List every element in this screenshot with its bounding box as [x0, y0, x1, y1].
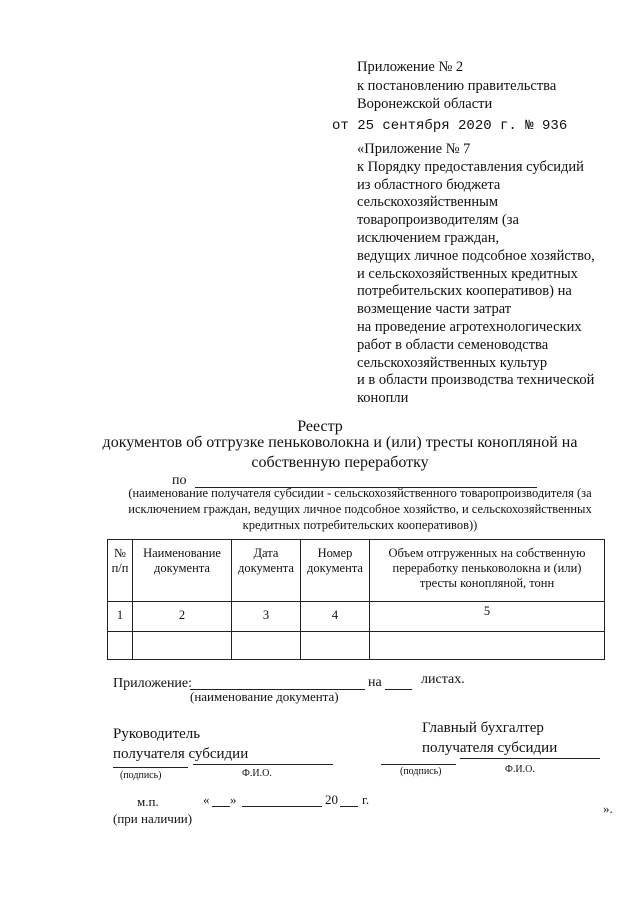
left-signatory-title [113, 724, 248, 764]
table-row-empty[interactable] [108, 632, 605, 660]
left-name-line[interactable] [193, 764, 333, 765]
header-text: Дата [253, 546, 279, 560]
attachment-line: товаропроизводителям (за [357, 212, 519, 229]
attachment-sheets-line[interactable] [385, 689, 412, 690]
date-close-quote: » [230, 792, 237, 807]
table-cell: 3 [232, 602, 301, 632]
signatory-title-line: Главный бухгалтер [422, 720, 544, 736]
right-name-caption: Ф.И.О. [505, 764, 535, 775]
col-header-volume [370, 540, 605, 602]
attachment-line: из областного бюджета [357, 176, 501, 193]
col-header-doc-name [133, 540, 232, 602]
left-signature-caption: (подпись) [120, 770, 162, 781]
recipient-caption-line: исключением граждан, ведущих личное подсобное хозяйство, и сельскохозяйственных [128, 502, 592, 516]
table-cell: 2 [133, 602, 232, 632]
attachment-line: и сельскохозяйственных кредитных [357, 265, 578, 282]
attachment-line: возмещение части затрат [357, 301, 512, 318]
appendix-line: Приложение № 2 [357, 59, 464, 75]
header-text: № [114, 546, 126, 560]
date-month-line[interactable] [242, 806, 322, 807]
col-header-doc-number [301, 540, 370, 602]
decree-line: от 25 сентября 2020 г. № 936 [332, 118, 568, 134]
table-row [108, 602, 605, 632]
attachment-on-label: на [368, 675, 382, 690]
year-prefix: 20 [325, 792, 338, 807]
appendix-line: к постановлению правительства [357, 77, 557, 94]
attachment-line: конопли [357, 390, 409, 407]
attachment-line: на проведение агротехнологических [357, 318, 582, 335]
table-cell[interactable] [301, 632, 370, 660]
table-header-row [108, 540, 605, 602]
attachment-line: потребительских кооперативов) на [357, 283, 572, 300]
attachment-line: и в области производства технической [357, 372, 595, 389]
header-text: документа [238, 561, 294, 575]
date-day-line[interactable] [212, 806, 230, 807]
attachment-line: «Приложение № 7 [357, 141, 471, 157]
signatory-title-line: Руководитель [113, 726, 201, 742]
date-open-quote: « [203, 792, 210, 807]
date-year-line[interactable] [340, 806, 358, 807]
register-subtitle-line: собственную переработку [251, 454, 429, 471]
table-cell[interactable] [370, 632, 605, 660]
closing-quote-mark: ». [603, 801, 613, 816]
right-signature-caption: (подпись) [400, 766, 442, 777]
col-header-number [108, 540, 133, 602]
signatory-title-line: получателя субсидии [422, 740, 558, 756]
appendix-title [357, 58, 556, 114]
header-text: тресты конопляной, тонн [419, 576, 555, 590]
right-signatory-title [422, 718, 557, 758]
header-text: Объем отгруженных на собственную [388, 546, 586, 560]
attachment-block [357, 141, 595, 408]
stamp-label: м.п. [137, 794, 159, 809]
attachment-label: Приложение: [113, 676, 193, 691]
recipient-caption [100, 485, 620, 533]
left-signature-line[interactable] [113, 767, 188, 768]
register-subtitle [70, 433, 610, 473]
attachment-line: сельскохозяйственных культур [357, 354, 548, 371]
table-cell: 1 [108, 602, 133, 632]
table-cell[interactable] [108, 632, 133, 660]
col-header-doc-date [232, 540, 301, 602]
attachment-sheets-label: листах. [421, 672, 465, 687]
recipient-caption-line: (наименование получателя субсидии - сельскохозяйственного товаропроизводителя (за [128, 486, 592, 500]
attachment-line: исключением граждан, [357, 229, 500, 246]
left-name-caption: Ф.И.О. [242, 768, 272, 779]
table-cell[interactable] [232, 632, 301, 660]
table-cell[interactable] [133, 632, 232, 660]
header-text: Номер [317, 546, 353, 560]
register-subtitle-line: документов об отгрузке пеньковолокна и (или) тресты конопляной на [102, 434, 578, 451]
signatory-title-line: получателя субсидии [113, 746, 249, 762]
recipient-caption-line: кредитных потребительских кооперативов)) [242, 518, 478, 532]
header-text: документа [154, 561, 210, 575]
recipient-by-label: по [172, 473, 187, 488]
register-table [107, 539, 605, 660]
header-text: переработку пеньковолокна и (или) [392, 561, 582, 575]
attachment-line: к Порядку предоставления субсидий [357, 158, 584, 175]
year-suffix: г. [362, 792, 370, 807]
register-title-line: Реестр [297, 418, 343, 435]
if-available-note: (при наличии) [113, 811, 193, 826]
table-cell: 4 [301, 602, 370, 632]
table-cell: 5 [370, 602, 605, 632]
attachment-line: работ в области семеноводства [357, 336, 549, 353]
header-text: Наименование [143, 546, 221, 560]
attachment-line: сельскохозяйственным [357, 194, 499, 211]
header-text: документа [307, 561, 363, 575]
header-text: п/п [111, 561, 129, 575]
right-signature-line[interactable] [381, 764, 456, 765]
appendix-line: Воронежской области [357, 96, 493, 112]
attachment-line: ведущих личное подсобное хозяйство, [357, 247, 595, 264]
attachment-caption: (наименование документа) [190, 689, 339, 704]
right-name-line[interactable] [460, 758, 600, 759]
